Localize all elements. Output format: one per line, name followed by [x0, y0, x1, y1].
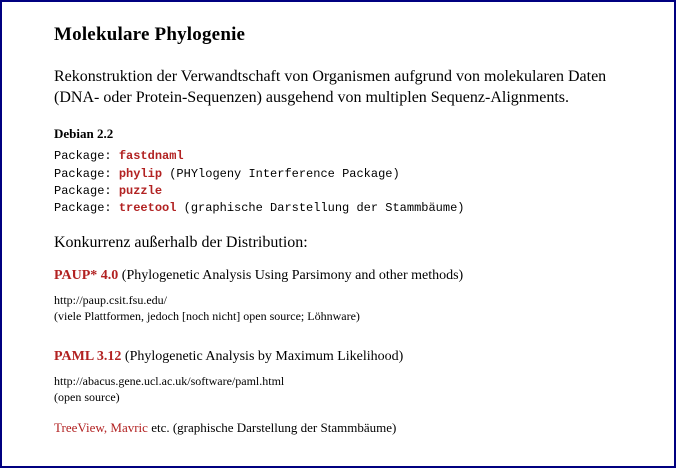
package-line [54, 200, 656, 217]
viewer-programs-line [54, 420, 656, 436]
package-name: phylip [118, 166, 163, 181]
program-details [54, 373, 656, 406]
package-name: fastdnaml [118, 149, 184, 164]
slide-content [54, 24, 656, 436]
viewer-program-names: TreeView, Mavric [54, 419, 148, 435]
spacer [54, 339, 656, 349]
program-url[interactable]: http://abacus.gene.ucl.ac.uk/software/paml.html [54, 373, 285, 388]
program-note: (open source) [54, 390, 120, 405]
viewer-program-rest: etc. (graphische Darstellung der Stammbäume) [147, 419, 397, 435]
package-list [54, 148, 656, 218]
program-description: (Phylogenetic Analysis Using Parsimony and other methods) [121, 267, 464, 283]
debian-heading: Debian 2.2 [54, 126, 114, 142]
package-key: Package: [54, 149, 112, 164]
program-name: PAML 3.12 [54, 348, 122, 364]
program-url[interactable]: http://paup.csit.fsu.edu/ [54, 292, 167, 307]
program-heading [54, 349, 656, 365]
program-details [54, 292, 656, 325]
program-entry-paup [54, 268, 656, 325]
package-key: Package: [54, 166, 112, 181]
program-note: (viele Plattformen, jedoch [noch nicht] open source; Löhnware) [54, 309, 360, 324]
package-key: Package: [54, 184, 112, 198]
package-key: Package: [54, 201, 112, 216]
program-name: PAUP* 4.0 [54, 267, 119, 283]
page-title: Molekulare Phylogenie [54, 24, 246, 45]
package-line [54, 148, 656, 165]
package-line [54, 166, 656, 183]
package-line [54, 183, 656, 200]
package-desc: (graphische Darstellung der Stammbäume) [183, 201, 465, 216]
program-heading [54, 268, 656, 284]
package-desc: (PHYlogeny Interference Package) [169, 166, 400, 181]
competition-heading: Konkurrenz außerhalb der Distribution: [54, 233, 308, 251]
program-entry-paml [54, 349, 656, 406]
program-description: (Phylogenetic Analysis by Maximum Likelihood) [124, 348, 404, 364]
intro-paragraph: Rekonstruktion der Verwandtschaft von Organismen aufgrund von molekularen Daten (DNA- oder Protein-Sequenzen) ausgehend von multiplen Sequenz-Alignments. [54, 68, 607, 107]
package-name: treetool [118, 201, 177, 216]
package-name: puzzle [118, 184, 163, 198]
